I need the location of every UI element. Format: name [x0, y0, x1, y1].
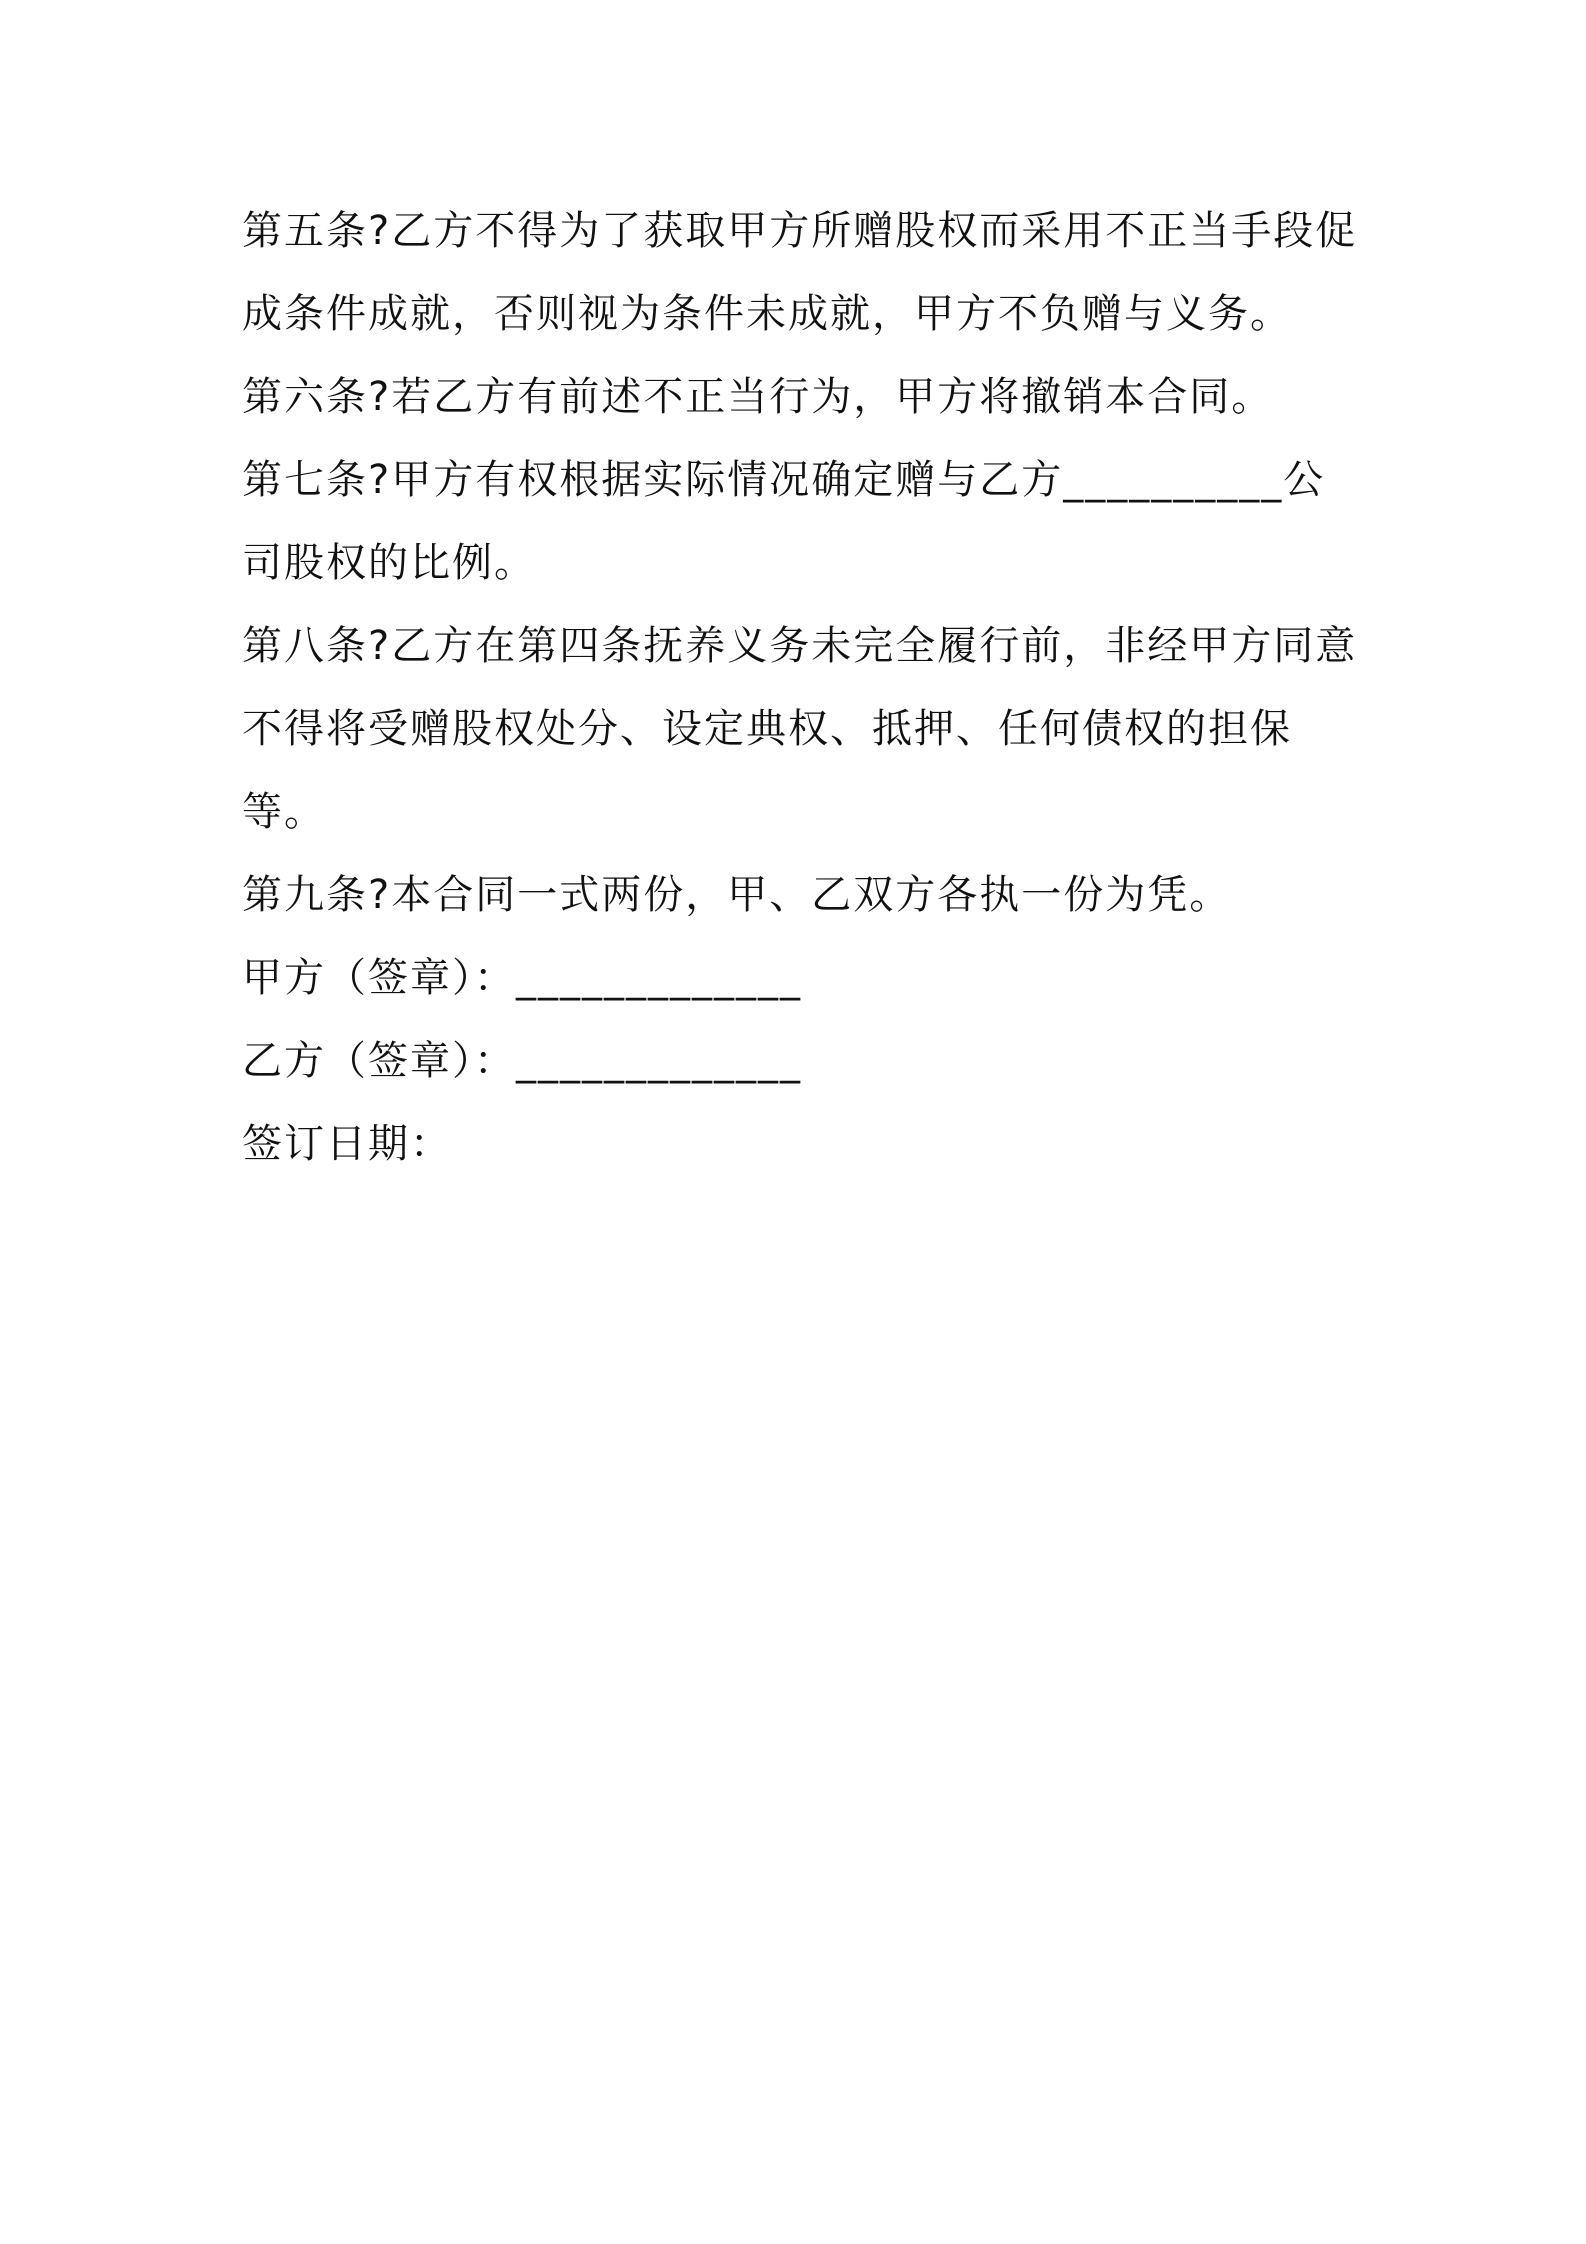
article-9: 第九条?本合同一式两份，甲、乙双方各执一份为凭。	[242, 872, 1232, 918]
article-8: 第八条?乙方在第四条抚养义务未完全履行前，非经甲方同意不得将受赠股权处分、设定典权、抵押、任何债权的担保等。	[242, 623, 1358, 835]
party-a-signature: 甲方（签章）：_____________	[242, 955, 802, 1001]
article-5: 第五条?乙方不得为了获取甲方所赠股权而采用不正当手段促成条件成就，否则视为条件未成就，甲方不负赠与义务。	[242, 208, 1358, 337]
sign-date: 签订日期：	[242, 1121, 452, 1167]
article-6: 第六条?若乙方有前述不正当行为，甲方将撤销本合同。	[242, 374, 1274, 420]
document-body	[242, 190, 1362, 1186]
party-b-signature: 乙方（签章）：_____________	[242, 1038, 802, 1084]
article-7: 第七条?甲方有权根据实际情况确定赠与乙方__________公司股权的比例。	[242, 457, 1326, 586]
